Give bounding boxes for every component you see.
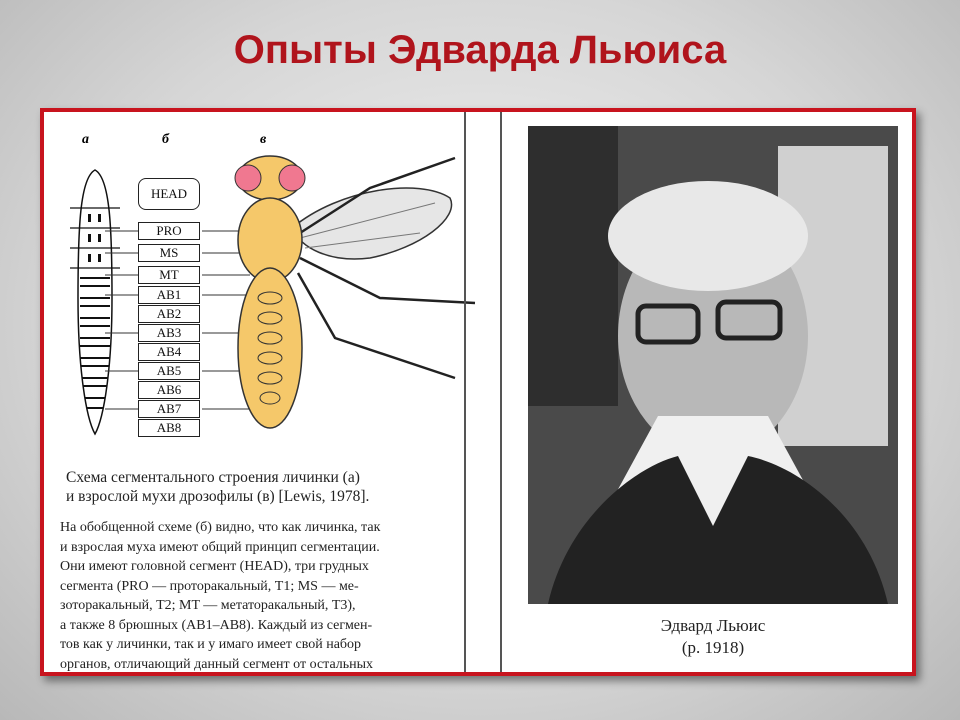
page-divider [464, 112, 466, 672]
description-line: тов как у личинки, так и у имаго имеет свой набор [60, 637, 362, 652]
person-years: (р. 1918) [681, 638, 745, 657]
segment-ab1: AB1 [138, 286, 200, 304]
segment-ab3: AB3 [138, 324, 200, 342]
page-divider [500, 112, 502, 672]
person-name: Эдвард Льюис [660, 616, 766, 635]
panel-letter-v: в [260, 132, 267, 147]
segment-ab6: AB6 [138, 381, 200, 399]
content-frame [40, 108, 916, 676]
segment-ms: MS [138, 244, 200, 262]
description-line: и взрослая муха имеют общий принцип сегментации. [60, 539, 380, 555]
segment-mt: MT [138, 266, 200, 284]
description-line: зоторакальный, Т2; MT — метаторакальный, Т3), [60, 598, 356, 613]
portrait-photo [528, 126, 898, 604]
description-line: сегмента (PRO — проторакальный, Т1; MS — ме- [60, 578, 359, 594]
caption-line: и взрослой мухи дрозофилы (в) [Lewis, 1978]. [66, 488, 370, 505]
figure-caption [66, 468, 486, 506]
adult-fly-illustration [220, 148, 495, 438]
caption-line: Схема сегментального строения личинки (а) [66, 469, 360, 486]
description-line: а также 8 брюшных (AB1–AB8). Каждый из сегмен- [60, 617, 373, 633]
photo-caption [528, 615, 898, 659]
segment-ab2: AB2 [138, 305, 200, 323]
panel-letter-a: а [82, 132, 89, 147]
segment-ab8: AB8 [138, 419, 200, 437]
segment-pro: PRO [138, 222, 200, 240]
book-page-left [50, 118, 510, 672]
figure-description [60, 518, 490, 674]
segment-ab4: AB4 [138, 343, 200, 361]
segment-ab5: AB5 [138, 362, 200, 380]
description-line: На обобщенной схеме (б) видно, что как личинка, так [60, 520, 381, 535]
segment-head: HEAD [138, 178, 200, 210]
description-line: Они имеют головной сегмент (HEAD), три грудных [60, 559, 369, 574]
panel-letter-b: б [162, 132, 169, 147]
description-line: органов, отличающий данный сегмент от остальных [60, 656, 374, 672]
segment-ab7: AB7 [138, 400, 200, 418]
slide-title: Опыты Эдварда Льюиса [233, 28, 727, 72]
